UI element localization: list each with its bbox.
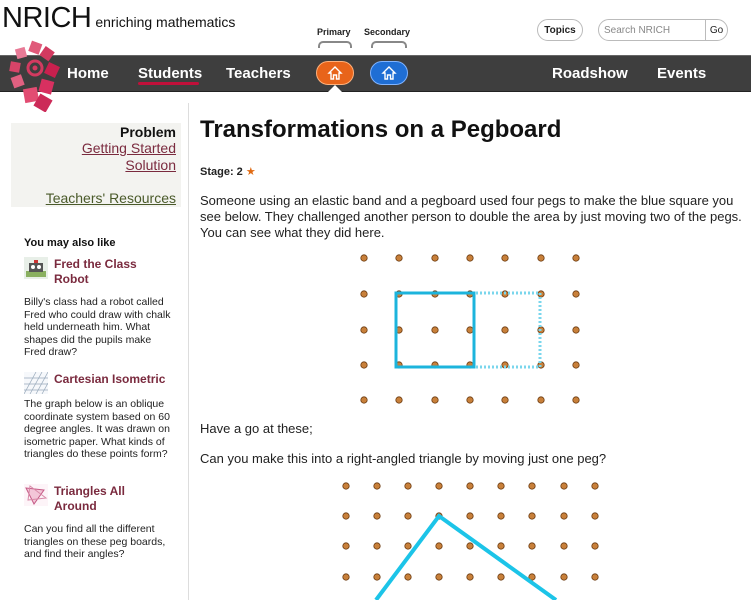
peg <box>396 255 402 261</box>
peg <box>374 483 380 489</box>
peg <box>573 255 579 261</box>
peg <box>467 543 473 549</box>
peg <box>343 574 349 580</box>
related-title-line[interactable]: Robot <box>54 272 89 286</box>
peg <box>361 397 367 403</box>
nav-teachers[interactable]: Teachers <box>226 65 291 82</box>
brand-tagline: enriching mathematics <box>95 14 236 30</box>
peg <box>467 327 473 333</box>
peg <box>573 362 579 368</box>
peg <box>361 362 367 368</box>
peg <box>374 543 380 549</box>
peg <box>432 255 438 261</box>
peg <box>561 574 567 580</box>
have-a-go-text: Have a go at these; <box>200 421 313 436</box>
peg <box>498 574 504 580</box>
peg <box>343 483 349 489</box>
related-title-line[interactable]: Cartesian Isometric <box>54 372 166 386</box>
peg <box>561 543 567 549</box>
peg <box>343 513 349 519</box>
peg <box>592 574 598 580</box>
peg <box>467 483 473 489</box>
stage-label: Stage: 2 <box>200 166 243 178</box>
solution-link[interactable]: Solution <box>125 157 176 173</box>
nav-events[interactable]: Events <box>657 65 707 82</box>
peg <box>432 397 438 403</box>
peg <box>361 327 367 333</box>
teachers-resources-link[interactable]: Teachers' Resources <box>45 190 176 206</box>
primary-label: Primary <box>317 27 351 37</box>
peg <box>361 255 367 261</box>
peg <box>498 513 504 519</box>
related-description: The graph below is an oblique coordinate system based on 60 degree angles. It was drawn on isometric paper. What kinds of triangles do these points form? <box>24 398 170 460</box>
related-title-line[interactable]: Triangles All <box>54 484 125 498</box>
peg <box>538 255 544 261</box>
pegboard-2 <box>343 483 598 580</box>
peg <box>374 574 380 580</box>
peg <box>573 397 579 403</box>
peg <box>561 513 567 519</box>
peg <box>436 483 442 489</box>
peg <box>502 327 508 333</box>
problem-heading: Problem <box>119 124 176 140</box>
page-title: Transformations on a Pegboard <box>200 116 562 143</box>
pegboard-2-bands <box>376 516 556 600</box>
peg <box>529 483 535 489</box>
intro-paragraph: Someone using an elastic band and a pegboard used four pegs to make the blue square you see below. They challenged another person to double the area by just moving two of the pegs. You can see what they did here. <box>200 193 742 240</box>
related-title-line[interactable]: Fred the Class <box>54 257 137 271</box>
peg <box>529 543 535 549</box>
peg <box>502 255 508 261</box>
topics-button[interactable]: Topics <box>537 19 583 41</box>
peg <box>502 397 508 403</box>
peg <box>573 327 579 333</box>
peg <box>498 483 504 489</box>
secondary-label: Secondary <box>364 27 411 37</box>
peg <box>405 513 411 519</box>
peg <box>405 574 411 580</box>
peg <box>396 397 402 403</box>
related-description: Billy's class had a robot called Fred who could draw with chalk held underneath him. What shapes did the pupils make Fred draw? <box>24 296 171 358</box>
peg <box>436 574 442 580</box>
peg <box>432 327 438 333</box>
peg <box>405 543 411 549</box>
peg <box>343 543 349 549</box>
question-1-text: Can you make this into a right-angled triangle by moving just one peg? <box>200 451 607 466</box>
peg <box>467 574 473 580</box>
getting-started-link[interactable]: Getting Started <box>81 140 176 156</box>
triangle-band <box>376 516 556 600</box>
peg <box>374 513 380 519</box>
peg <box>361 291 367 297</box>
nav-roadshow[interactable]: Roadshow <box>552 65 628 82</box>
peg <box>467 397 473 403</box>
nav-home[interactable]: Home <box>67 65 109 82</box>
peg <box>592 543 598 549</box>
related-description: Can you find all the different triangles on these peg boards, and find their angles? <box>24 523 166 560</box>
peg <box>529 513 535 519</box>
star-icon: ★ <box>245 166 256 178</box>
peg <box>592 483 598 489</box>
peg <box>436 543 442 549</box>
nav-students[interactable]: Students <box>138 65 203 82</box>
peg <box>561 483 567 489</box>
search-go-button[interactable]: Go <box>705 20 727 40</box>
brand-name[interactable]: NRICH <box>2 2 92 34</box>
peg <box>538 397 544 403</box>
peg <box>592 513 598 519</box>
also-like-heading: You may also like <box>24 237 116 249</box>
pegboard-1 <box>361 255 579 403</box>
peg <box>405 483 411 489</box>
peg <box>467 513 473 519</box>
peg <box>498 543 504 549</box>
peg <box>573 291 579 297</box>
peg <box>467 255 473 261</box>
related-title-line[interactable]: Around <box>54 499 97 513</box>
